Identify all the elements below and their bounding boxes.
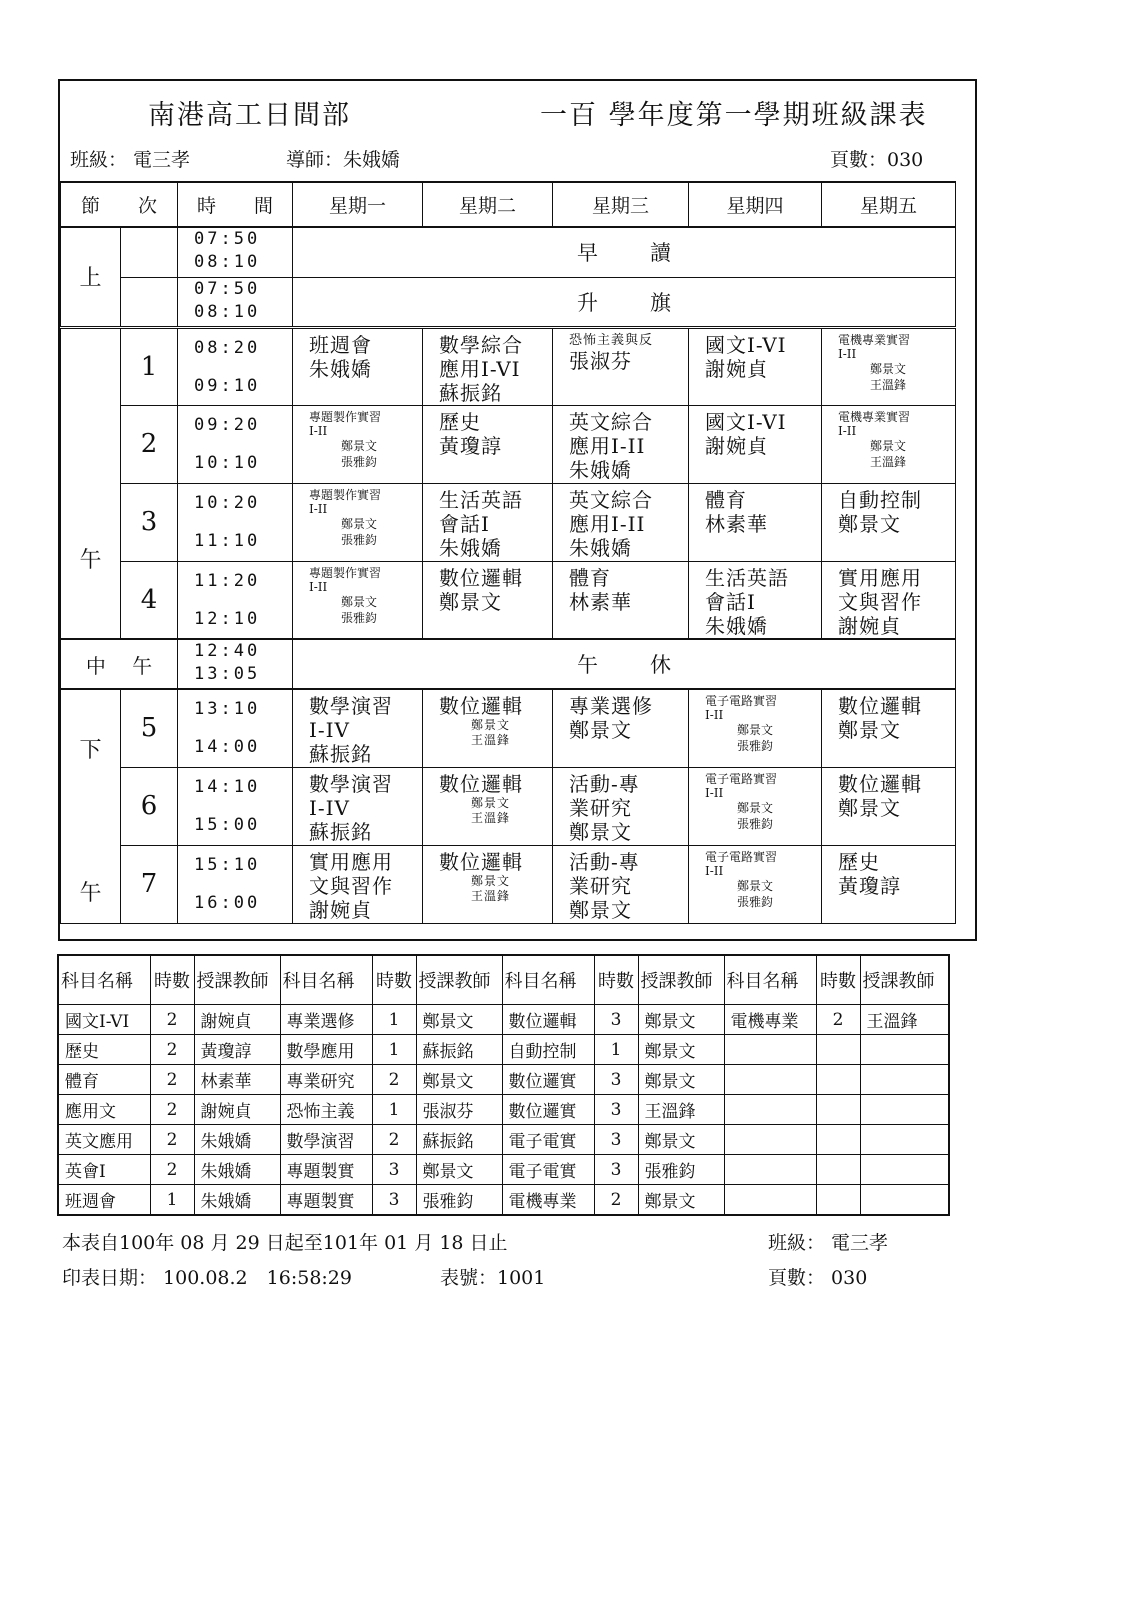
class-cell: 活動-專 業研究 鄭景文 — [553, 845, 689, 923]
class-cell: 實用應用 文與習作 謝婉貞 — [822, 561, 956, 639]
class-cell: 數位邏輯 鄭景文 — [822, 767, 956, 845]
time-cell: 12:40 13:05 — [178, 639, 293, 689]
subject-hours: 2 — [150, 1005, 194, 1035]
time-cell: 10:20 11:10 — [178, 483, 293, 561]
tutor-label: 導師：朱娥嬌 — [286, 149, 401, 171]
subject-row — [58, 1125, 949, 1155]
subject-name — [724, 1155, 816, 1185]
class-cell: 電機專業實習 I-II 鄭景文 王溫鋒 — [822, 405, 956, 483]
subject-name — [724, 1125, 816, 1155]
class-cell: 數學演習 I-IV 蘇振銘 — [293, 689, 423, 767]
subject-hours: 3 — [594, 1065, 638, 1095]
subject-name: 國文I-VI — [58, 1005, 150, 1035]
subject-name: 數位邏實 — [502, 1095, 594, 1125]
subject-name: 英會I — [58, 1155, 150, 1185]
subject-hours: 2 — [816, 1005, 860, 1035]
class-cell: 歷史 黃瓊諄 — [423, 405, 553, 483]
time-cell: 15:10 16:00 — [178, 845, 293, 923]
subject-teacher: 朱娥嬌 — [194, 1125, 280, 1155]
subject-teacher: 王溫鋒 — [860, 1005, 949, 1035]
teacher-header: 授課教師 — [194, 955, 280, 1005]
subject-name: 專題製實 — [280, 1185, 372, 1216]
subject-name: 班週會 — [58, 1185, 150, 1216]
subject-name: 歷史 — [58, 1035, 150, 1065]
subject-teacher: 黃瓊諄 — [194, 1035, 280, 1065]
subject-hours: 2 — [150, 1035, 194, 1065]
subject-name: 數學演習 — [280, 1125, 372, 1155]
subject-name — [724, 1095, 816, 1125]
hours-header: 時數 — [816, 955, 860, 1005]
class-cell: 班週會 朱娥嬌 — [293, 327, 423, 405]
subject-name: 專業選修 — [280, 1005, 372, 1035]
subject-name: 數學應用 — [280, 1035, 372, 1065]
half-label — [61, 689, 121, 923]
class-cell: 歷史 黃瓊諄 — [822, 845, 956, 923]
footer-class-label: 班級： 電三孝 — [768, 1232, 889, 1254]
subject-row — [58, 1155, 949, 1185]
class-cell: 數位邏輯 鄭景文 — [423, 561, 553, 639]
subject-name: 電機專業 — [724, 1005, 816, 1035]
class-cell: 國文I-VI 謝婉貞 — [689, 327, 822, 405]
subject-teacher — [860, 1185, 949, 1216]
subject-hours: 1 — [372, 1035, 416, 1065]
subject-name: 數位邏實 — [502, 1065, 594, 1095]
footer-page-number: 頁數： 030 — [768, 1267, 868, 1289]
subject-teacher — [860, 1095, 949, 1125]
period-number: 4 — [121, 561, 178, 639]
class-cell: 體育 林素華 — [553, 561, 689, 639]
subject-row — [58, 1185, 949, 1216]
subject-teacher: 鄭景文 — [638, 1125, 724, 1155]
class-cell: 英文綜合 應用I-II 朱娥嬌 — [553, 483, 689, 561]
subject-hours: 3 — [372, 1185, 416, 1216]
subject-teacher — [860, 1035, 949, 1065]
page-number: 頁數：030 — [830, 149, 924, 171]
period-number: 1 — [121, 327, 178, 405]
teacher-header: 授課教師 — [638, 955, 724, 1005]
subject-name: 專業研究 — [280, 1065, 372, 1095]
subject-teacher: 鄭景文 — [416, 1155, 502, 1185]
form-number: 表號：1001 — [440, 1267, 546, 1289]
subject-hours: 3 — [594, 1095, 638, 1125]
class-cell: 電機專業實習 I-II 鄭景文 王溫鋒 — [822, 327, 956, 405]
subject-row — [58, 1095, 949, 1125]
subject-name — [724, 1065, 816, 1095]
school-name: 南港高工日間部 — [148, 100, 351, 131]
subject-name — [724, 1185, 816, 1216]
subject-row — [58, 1065, 949, 1095]
subject-hours: 1 — [150, 1185, 194, 1216]
subject-name: 電機專業 — [502, 1185, 594, 1216]
class-cell: 電子電路實習 I-II 鄭景文 張雅鈞 — [689, 845, 822, 923]
subject-teacher — [860, 1155, 949, 1185]
subject-teacher: 鄭景文 — [638, 1035, 724, 1065]
time-header: 時 間 — [178, 182, 293, 227]
subject-header-row — [58, 955, 949, 1005]
period-number: 5 — [121, 689, 178, 767]
subject-teacher: 鄭景文 — [416, 1065, 502, 1095]
subject-hours: 1 — [594, 1035, 638, 1065]
subject-hours: 2 — [594, 1185, 638, 1216]
subject-name: 自動控制 — [502, 1035, 594, 1065]
class-cell: 電子電路實習 I-II 鄭景文 張雅鈞 — [689, 767, 822, 845]
subject-hours: 2 — [150, 1125, 194, 1155]
flag-raising: 升旗 — [293, 277, 956, 327]
table-row — [61, 327, 956, 405]
subject-hours: 3 — [594, 1155, 638, 1185]
class-cell: 數位邏輯 鄭景文 王溫鋒 — [423, 689, 553, 767]
class-cell: 專題製作實習 I-II 鄭景文 張雅鈞 — [293, 561, 423, 639]
period-number: 7 — [121, 845, 178, 923]
class-cell: 英文綜合 應用I-II 朱娥嬌 — [553, 405, 689, 483]
subject-teacher: 謝婉貞 — [194, 1095, 280, 1125]
subject-name: 專題製實 — [280, 1155, 372, 1185]
class-cell: 專題製作實習 I-II 鄭景文 張雅鈞 — [293, 405, 423, 483]
table-row — [61, 277, 956, 327]
subject-name-header: 科目名稱 — [502, 955, 594, 1005]
noon-label: 中 午 — [61, 639, 178, 689]
subject-hours: 2 — [150, 1065, 194, 1095]
subject-teacher: 林素華 — [194, 1065, 280, 1095]
half-label: 午 — [61, 327, 121, 639]
print-date: 印表日期： 100.08.2 16:58:29 — [62, 1267, 352, 1289]
half-label-bottom: 午 — [79, 881, 102, 907]
subject-name: 體育 — [58, 1065, 150, 1095]
subject-teacher: 朱娥嬌 — [194, 1185, 280, 1216]
teacher-header: 授課教師 — [860, 955, 949, 1005]
subject-row — [58, 1035, 949, 1065]
subject-hours: 1 — [372, 1095, 416, 1125]
time-cell: 07:50 08:10 — [178, 227, 293, 277]
time-cell: 08:20 09:10 — [178, 327, 293, 405]
subject-hours: 2 — [372, 1065, 416, 1095]
subject-teacher: 蘇振銘 — [416, 1125, 502, 1155]
class-cell: 數學綜合 應用I-VI 蘇振銘 — [423, 327, 553, 405]
subject-teacher: 張雅鈞 — [638, 1155, 724, 1185]
subject-hours — [816, 1125, 860, 1155]
subject-name: 電子電實 — [502, 1155, 594, 1185]
subject-name: 英文應用 — [58, 1125, 150, 1155]
subject-hours — [816, 1065, 860, 1095]
lunch-break: 午休 — [293, 639, 956, 689]
class-cell: 數位邏輯 鄭景文 — [822, 689, 956, 767]
subject-teacher: 謝婉貞 — [194, 1005, 280, 1035]
hours-header: 時數 — [372, 955, 416, 1005]
schedule-sheet — [58, 79, 977, 941]
class-cell: 專題製作實習 I-II 鄭景文 張雅鈞 — [293, 483, 423, 561]
class-cell: 自動控制 鄭景文 — [822, 483, 956, 561]
time-cell: 14:10 15:00 — [178, 767, 293, 845]
subject-teacher: 張雅鈞 — [416, 1185, 502, 1216]
class-cell: 活動-專 業研究 鄭景文 — [553, 767, 689, 845]
subject-name: 數位邏輯 — [502, 1005, 594, 1035]
class-cell: 恐怖主義與反 張淑芬 — [553, 327, 689, 405]
class-cell: 數位邏輯 鄭景文 王溫鋒 — [423, 845, 553, 923]
subject-name-header: 科目名稱 — [58, 955, 150, 1005]
subject-hours — [816, 1095, 860, 1125]
subject-name: 電子電實 — [502, 1125, 594, 1155]
table-row — [61, 405, 956, 483]
table-row — [61, 845, 956, 923]
class-cell: 國文I-VI 謝婉貞 — [689, 405, 822, 483]
table-row — [61, 227, 956, 277]
class-cell: 數位邏輯 鄭景文 王溫鋒 — [423, 767, 553, 845]
subject-hours: 2 — [150, 1155, 194, 1185]
hours-header: 時數 — [594, 955, 638, 1005]
class-cell: 數學演習 I-IV 蘇振銘 — [293, 767, 423, 845]
subject-hours: 2 — [372, 1125, 416, 1155]
class-cell: 生活英語 會話I 朱娥嬌 — [423, 483, 553, 561]
subject-teacher: 張淑芬 — [416, 1095, 502, 1125]
subject-hours — [816, 1155, 860, 1185]
date-range: 本表自100年 08 月 29 日起至101年 01 月 18 日止 — [62, 1232, 508, 1254]
term-title: 一百 學年度第一學期班級課表 — [540, 100, 928, 131]
subject-row — [58, 1005, 949, 1035]
subject-teacher — [860, 1065, 949, 1095]
time-cell: 07:50 08:10 — [178, 277, 293, 327]
class-cell: 實用應用 文與習作 謝婉貞 — [293, 845, 423, 923]
subject-hours: 3 — [594, 1005, 638, 1035]
subject-teacher: 鄭景文 — [638, 1185, 724, 1216]
subject-hours: 2 — [150, 1095, 194, 1125]
table-row — [61, 561, 956, 639]
subject-hours — [816, 1035, 860, 1065]
period-header: 節 次 — [61, 182, 178, 227]
subject-teacher: 鄭景文 — [638, 1005, 724, 1035]
table-row — [61, 689, 956, 767]
class-cell: 電子電路實習 I-II 鄭景文 張雅鈞 — [689, 689, 822, 767]
day-header-mon: 星期一 — [293, 182, 423, 227]
subject-hours: 3 — [594, 1125, 638, 1155]
table-row — [61, 483, 956, 561]
period-number: 6 — [121, 767, 178, 845]
period-number — [121, 277, 178, 327]
subject-name-header: 科目名稱 — [280, 955, 372, 1005]
table-row — [61, 639, 956, 689]
day-header-tue: 星期二 — [423, 182, 553, 227]
schedule-header — [60, 81, 975, 181]
subject-teacher: 鄭景文 — [638, 1065, 724, 1095]
subject-teacher: 王溫鋒 — [638, 1095, 724, 1125]
time-cell: 11:20 12:10 — [178, 561, 293, 639]
subject-hours — [816, 1185, 860, 1216]
day-header-fri: 星期五 — [822, 182, 956, 227]
class-cell: 生活英語 會話I 朱娥嬌 — [689, 561, 822, 639]
teacher-header: 授課教師 — [416, 955, 502, 1005]
subject-name: 恐怖主義 — [280, 1095, 372, 1125]
time-cell: 13:10 14:00 — [178, 689, 293, 767]
half-label: 上 — [61, 227, 121, 327]
subject-name-header: 科目名稱 — [724, 955, 816, 1005]
day-header-thu: 星期四 — [689, 182, 822, 227]
time-cell: 09:20 10:10 — [178, 405, 293, 483]
subject-name: 應用文 — [58, 1095, 150, 1125]
half-label-top: 下 — [79, 738, 102, 764]
subject-name — [724, 1035, 816, 1065]
subject-summary-table — [57, 954, 950, 1216]
period-number: 2 — [121, 405, 178, 483]
day-header-wed: 星期三 — [553, 182, 689, 227]
subject-hours: 1 — [372, 1005, 416, 1035]
timetable-header-row — [61, 182, 956, 227]
table-row — [61, 767, 956, 845]
period-number — [121, 227, 178, 277]
period-number: 3 — [121, 483, 178, 561]
subject-hours: 3 — [372, 1155, 416, 1185]
hours-header: 時數 — [150, 955, 194, 1005]
morning-reading: 早讀 — [293, 227, 956, 277]
class-cell: 專業選修 鄭景文 — [553, 689, 689, 767]
subject-teacher — [860, 1125, 949, 1155]
subject-teacher: 朱娥嬌 — [194, 1155, 280, 1185]
timetable — [60, 181, 956, 924]
class-label: 班級： 電三孝 — [70, 149, 191, 171]
subject-teacher: 蘇振銘 — [416, 1035, 502, 1065]
class-cell: 體育 林素華 — [689, 483, 822, 561]
subject-teacher: 鄭景文 — [416, 1005, 502, 1035]
